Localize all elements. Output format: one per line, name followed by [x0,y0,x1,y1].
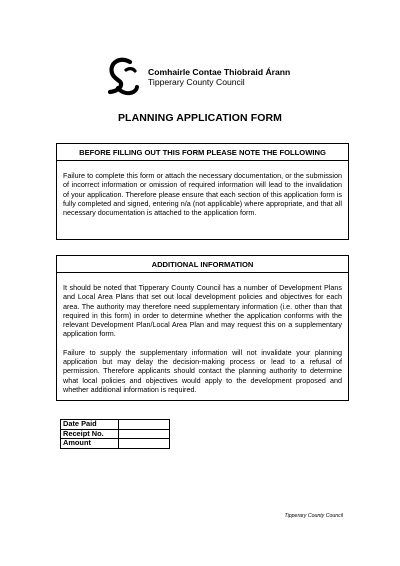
receipt-no-label: Receipt No. [61,429,119,439]
date-paid-label: Date Paid [61,420,119,430]
additional-info-paragraph-1: It should be noted that Tipperary County Council has a number of Development Plans and Local Area Plans that set out local development policies and objectives for each area. The authority may therefore need supplementary information (i.e. other than that required in this form) in order to determine whether the application conforms with the relevant Development Plan/Local Area Plan and may request this on a supplementary application form. [63,283,342,339]
council-name-irish: Comhairle Contae Thiobraid Árann [148,67,291,77]
table-row [61,439,170,449]
additional-info-paragraph-2: Failure to supply the supplementary information will not invalidate your planning application but may delay the decision-making process or lead to a refusal of permission. Therefore applicants should contact the planning authority to determine what local policies and objectives would apply to the development proposed and whether additional information is required. [63,347,342,394]
notice-box [56,143,349,240]
fee-table [60,419,170,449]
page-footer: Tipperary County Council [284,513,343,519]
additional-info-heading: ADDITIONAL INFORMATION [57,256,348,273]
notice-box-body [57,161,348,225]
council-logo [106,56,306,96]
date-paid-field[interactable] [119,420,170,430]
additional-info-box [56,255,349,401]
notice-paragraph: Failure to complete this form or attach the necessary documentation, or the submission of incorrect information or omission of required information will lead to the invalidation of your application. Therefore please ensure that each section of this application form is fully completed and signed, entering n/a (not applicable) where appropriate, and that all necessary documentation is attached to the application form. [63,171,342,218]
table-row [61,420,170,430]
page-title: PLANNING APPLICATION FORM [117,112,283,124]
additional-info-body [57,273,348,402]
table-row [61,429,170,439]
receipt-no-field[interactable] [119,429,170,439]
council-name-english: Tipperary County Council [148,77,245,87]
council-logo-icon [106,56,140,96]
amount-label: Amount [61,439,119,449]
notice-box-heading: BEFORE FILLING OUT THIS FORM PLEASE NOTE THE FOLLOWING [57,144,348,161]
amount-field[interactable] [119,439,170,449]
